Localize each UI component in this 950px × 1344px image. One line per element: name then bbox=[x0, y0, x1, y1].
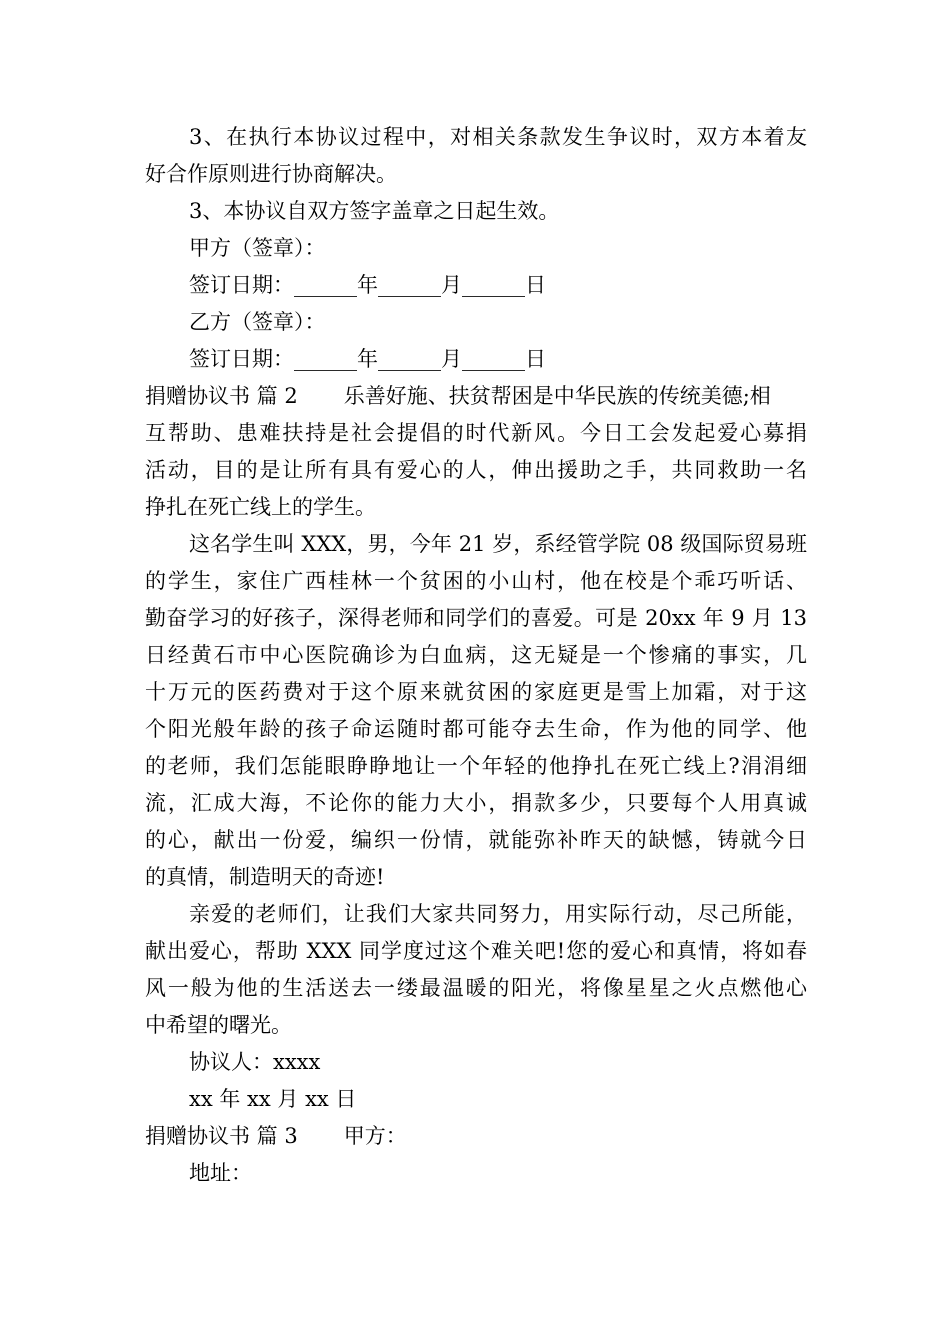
text-line: 的真情，制造明天的奇迹! bbox=[145, 865, 385, 889]
text-line: 流，汇成大海，不论你的能力大小，捐款多少，只要每个人用真诚 bbox=[145, 791, 807, 815]
agreement-date: xx 年 xx 月 xx 日 bbox=[189, 1087, 357, 1111]
text-line: 亲爱的老师们，让我们大家共同努力，用实际行动，尽己所能， bbox=[189, 902, 807, 926]
text-line: 日经黄石市中心医院确诊为白血病，这无疑是一个惨痛的事实，几 bbox=[145, 643, 807, 667]
signing-date-line: 签订日期：______年______月______日 bbox=[189, 273, 546, 297]
text-line: 个阳光般年龄的孩子命运随时都可能夺去生命，作为他的同学、他 bbox=[145, 717, 807, 741]
text-line: 活动，目的是让所有具有爱心的人，伸出援助之手，共同救助一名 bbox=[145, 458, 807, 482]
section-heading: 捐赠协议书 篇 2 bbox=[145, 384, 298, 408]
text-line: 勤奋学习的好孩子，深得老师和同学们的喜爱。可是 20xx 年 9 月 13 bbox=[145, 606, 807, 630]
text-line: 十万元的医药费对于这个原来就贫困的家庭更是雪上加霜，对于这 bbox=[145, 680, 807, 704]
signature-label-party-b: 乙方（签章）： bbox=[189, 310, 326, 334]
text-line: 的学生，家住广西桂林一个贫困的小山村，他在校是个乖巧听话、 bbox=[145, 569, 807, 593]
text-line: 挣扎在死亡线上的学生。 bbox=[145, 495, 376, 519]
text-line: 3、在执行本协议过程中，对相关条款发生争议时，双方本着友 bbox=[189, 125, 807, 149]
signature-label-party-a: 甲方（签章）： bbox=[189, 236, 326, 260]
text-line: 互帮助、患难扶持是社会提倡的时代新风。今日工会发起爱心募捐 bbox=[145, 421, 807, 445]
text-line: 的心，献出一份爱，编织一份情，就能弥补昨天的缺憾，铸就今日 bbox=[145, 828, 807, 852]
signing-date-line: 签订日期：______年______月______日 bbox=[189, 347, 546, 371]
section-heading: 捐赠协议书 篇 3 bbox=[145, 1124, 298, 1148]
agreement-signer: 协议人：xxxx bbox=[189, 1050, 321, 1074]
text-line: 献出爱心，帮助 XXX 同学度过这个难关吧!您的爱心和真情，将如春 bbox=[145, 939, 807, 963]
text-line: 中希望的曙光。 bbox=[145, 1013, 292, 1037]
text-line: 这名学生叫 XXX，男，今年 21 岁，系经管学院 08 级国际贸易班 bbox=[189, 532, 807, 556]
section-heading-line bbox=[145, 1118, 807, 1155]
text-line: 3、本协议自双方签字盖章之日起生效。 bbox=[189, 199, 560, 223]
section-heading-line bbox=[145, 378, 807, 415]
text-line: 乐善好施、扶贫帮困是中华民族的传统美德;相 bbox=[343, 384, 771, 408]
document-body bbox=[145, 119, 807, 1192]
text-line: 好合作原则进行协商解决。 bbox=[145, 162, 397, 186]
text-line: 的老师，我们怎能眼睁睁地让一个年轻的他挣扎在死亡线上?涓涓细 bbox=[145, 754, 807, 778]
text-line: 风一般为他的生活送去一缕最温暖的阳光，将像星星之火点燃他心 bbox=[145, 976, 807, 1000]
address-label: 地址： bbox=[189, 1161, 252, 1185]
party-a-label: 甲方： bbox=[343, 1124, 407, 1148]
